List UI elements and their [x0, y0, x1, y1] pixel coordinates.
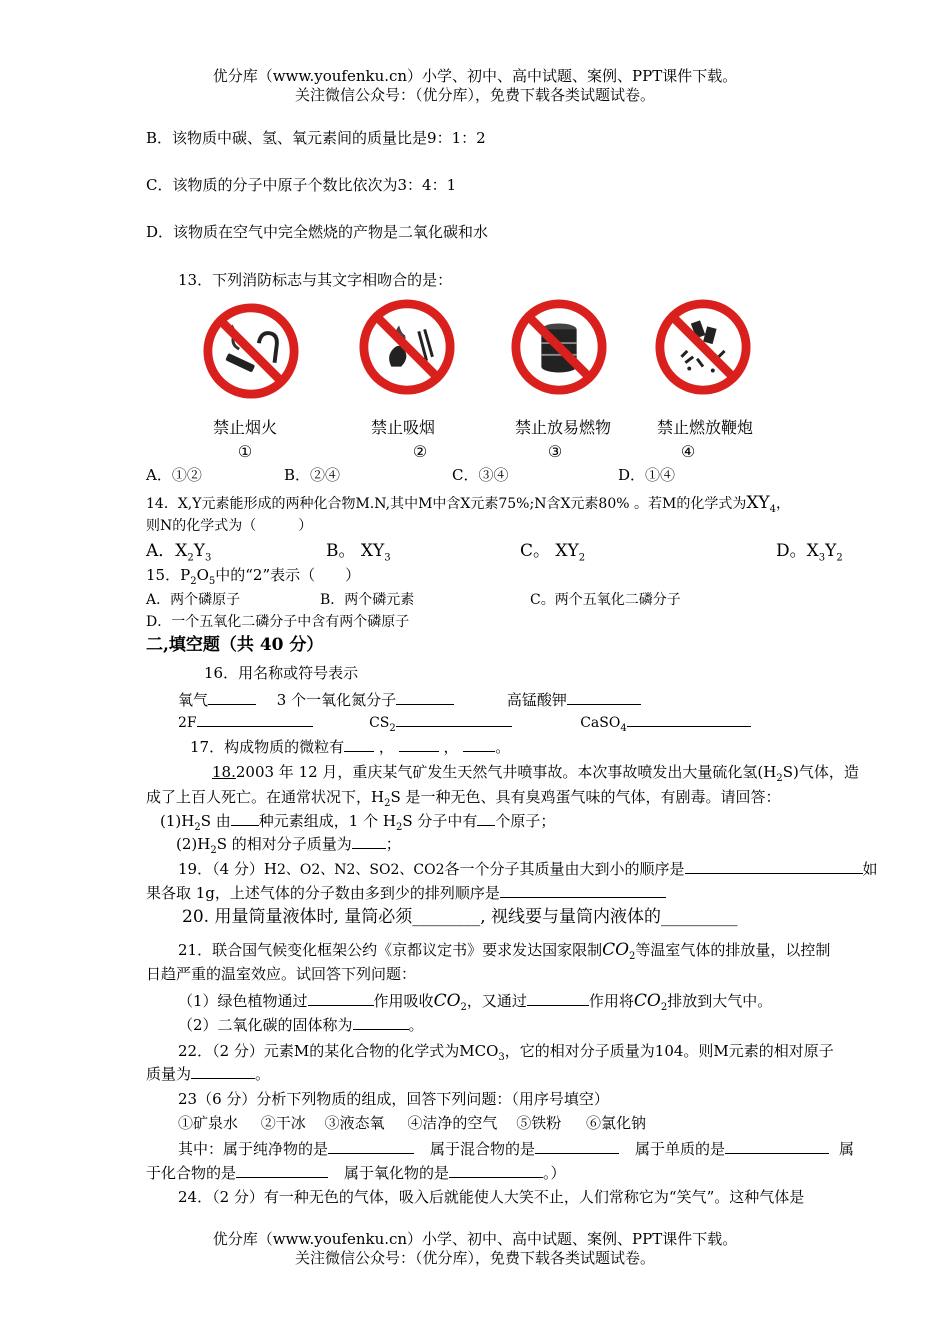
- q14-option-c: C。 $XY_2$: [520, 541, 586, 564]
- q16-stem: 16．用名称或符号表示: [204, 664, 359, 682]
- sign-label-2: 禁止吸烟: [370, 418, 435, 437]
- q12-option-d: D．该物质在空气中完全燃烧的产物是二氧化碳和水: [146, 223, 489, 241]
- sign-label-1: 禁止烟火: [212, 418, 277, 437]
- no-firecrackers-sign: [654, 298, 752, 396]
- q14-option-a: A．$X_2Y_3$: [146, 541, 212, 564]
- q22-line-1: 22．（2 分）元素M的某化合物的化学式为$MCO_3$，它的相对分子质量为104。则M元素的相对原子: [178, 1042, 834, 1063]
- q19-line-1: 19．（4 分）H2、O2、N2、SO2、CO2各一个分子其质量由大到小的顺序是 如: [178, 860, 878, 878]
- q21-line-1: 21．联合国气候变化框架公约《京都议定书》要求发达国家限制$CO_2$等温室气体的排放量，以控制: [178, 940, 831, 962]
- q21-part-2: （2）二氧化碳的固体称为 。: [178, 1016, 424, 1034]
- q15-option-b: B．两个磷元素: [320, 592, 415, 608]
- q20: 20. 用量筒量液体时, 量筒必须________, 视线要与量筒内液体的_________: [182, 907, 738, 927]
- no-flammables-sign: [510, 298, 608, 396]
- q12-option-b: B．该物质中碳、氢、氧元素间的质量比是9：1：2: [146, 129, 486, 147]
- sign-number-2: ②: [412, 442, 428, 461]
- sign-label-4: 禁止燃放鞭炮: [656, 418, 753, 437]
- q23-items: ①矿泉水 ②干冰 ③液态氧 ④洁净的空气 ⑤铁粉 ⑥氯化钠: [178, 1114, 646, 1132]
- q23-line-1: 其中：属于纯净物的是 属于混合物的是 属于单质的是 属: [178, 1140, 855, 1158]
- no-open-flame-sign: [358, 298, 456, 396]
- q23-line-2: 于化合物的是 属于氧化物的是 。）: [146, 1164, 566, 1182]
- no-smoking-sign: [202, 302, 300, 400]
- sign-number-4: ④: [680, 442, 696, 461]
- sign-number-1: ①: [237, 442, 253, 461]
- q18-line-1: 18.2003 年 12 月，重庆某气矿发生天然气井喷事故。本次事故喷发出大量硫化氢$(H_2S)$气体，造: [212, 763, 859, 784]
- sign-number-3: ③: [547, 442, 563, 461]
- q15-option-a: A．两个磷原子: [146, 592, 241, 608]
- section-2-title: 二,填空题（共 40 分）: [146, 635, 324, 655]
- q15-stem: 15．$P_2O_5$中的“2”表示（ ）: [146, 566, 361, 587]
- footer-line-1: 优分库（www.youfenku.cn）小学、初中、高中试题、案例、PPT课件下载。: [212, 1230, 738, 1248]
- q17: 17．构成物质的微粒有 ， ， 。: [190, 738, 511, 756]
- q18-part-2: $(2)H_2S$ 的相对分子质量为 ；: [176, 835, 401, 856]
- q23-stem: 23（6 分）分析下列物质的组成，回答下列问题：（用序号填空）: [178, 1090, 609, 1108]
- q13-option-d: D．①④: [618, 466, 676, 484]
- header-line-1: 优分库（www.youfenku.cn）小学、初中、高中试题、案例、PPT课件下载。: [212, 67, 738, 85]
- q15-option-c: C。两个五氧化二磷分子: [530, 592, 681, 608]
- q21-line-2: 日趋严重的温室效应。试回答下列问题：: [146, 965, 417, 983]
- q21-part-1: （1）绿色植物通过 作用吸收$CO_2$，又通过 作用将$CO_2$排放到大气中。: [178, 991, 773, 1013]
- q13-option-b: B．②④: [284, 466, 341, 484]
- q14-stem: 14．X,Y元素能形成的两种化合物M.N,其中M中含X元素75%;N含X元素80% 。若M的化学式为$XY_4$，: [146, 493, 791, 515]
- q16-row-2: 2F $CS_2$ CaSO$_4$: [178, 712, 751, 733]
- q14-option-b: B。 $XY_3$: [326, 541, 391, 564]
- q13-stem: 13．下列消防标志与其文字相吻合的是：: [178, 271, 453, 289]
- q22-line-2: 质量为 。: [146, 1065, 271, 1083]
- q18-line-2: 成了上百人死亡。在通常状况下，$H_2S$ 是一种无色、具有臭鸡蛋气味的气体，有剧毒。请回答：: [146, 788, 781, 809]
- header-line-2: 关注微信公众号：（优分库），免费下载各类试题试卷。: [294, 86, 655, 104]
- q16-row-1: 氧气 3 个一氧化氮分子 高锰酸钾: [178, 690, 641, 710]
- q14-line-2: 则N的化学式为（ ）: [146, 518, 313, 534]
- q13-option-c: C．③④: [452, 466, 509, 484]
- q14-option-d: D。$X_3Y_2$: [776, 541, 843, 564]
- q24: 24．（2 分）有一种无色的气体，吸入后就能使人大笑不止，人们常称它为“笑气”。这种气体是: [178, 1188, 805, 1206]
- q18-part-1: $(1)H_2S$ 由 种元素组成，1 个 $H_2S$ 分子中有 个原子；: [160, 812, 556, 833]
- q13-option-a: A．①②: [146, 466, 202, 484]
- footer-line-2: 关注微信公众号：（优分库），免费下载各类试题试卷。: [294, 1249, 655, 1267]
- sign-label-3: 禁止放易燃物: [514, 418, 611, 437]
- q19-line-2: 果各取 1g，上述气体的分子数由多到少的排列顺序是: [146, 883, 666, 903]
- q15-option-d: D．一个五氧化二磷分子中含有两个磷原子: [146, 614, 410, 630]
- q12-option-c: C．该物质的分子中原子个数比依次为3：4：1: [146, 176, 457, 194]
